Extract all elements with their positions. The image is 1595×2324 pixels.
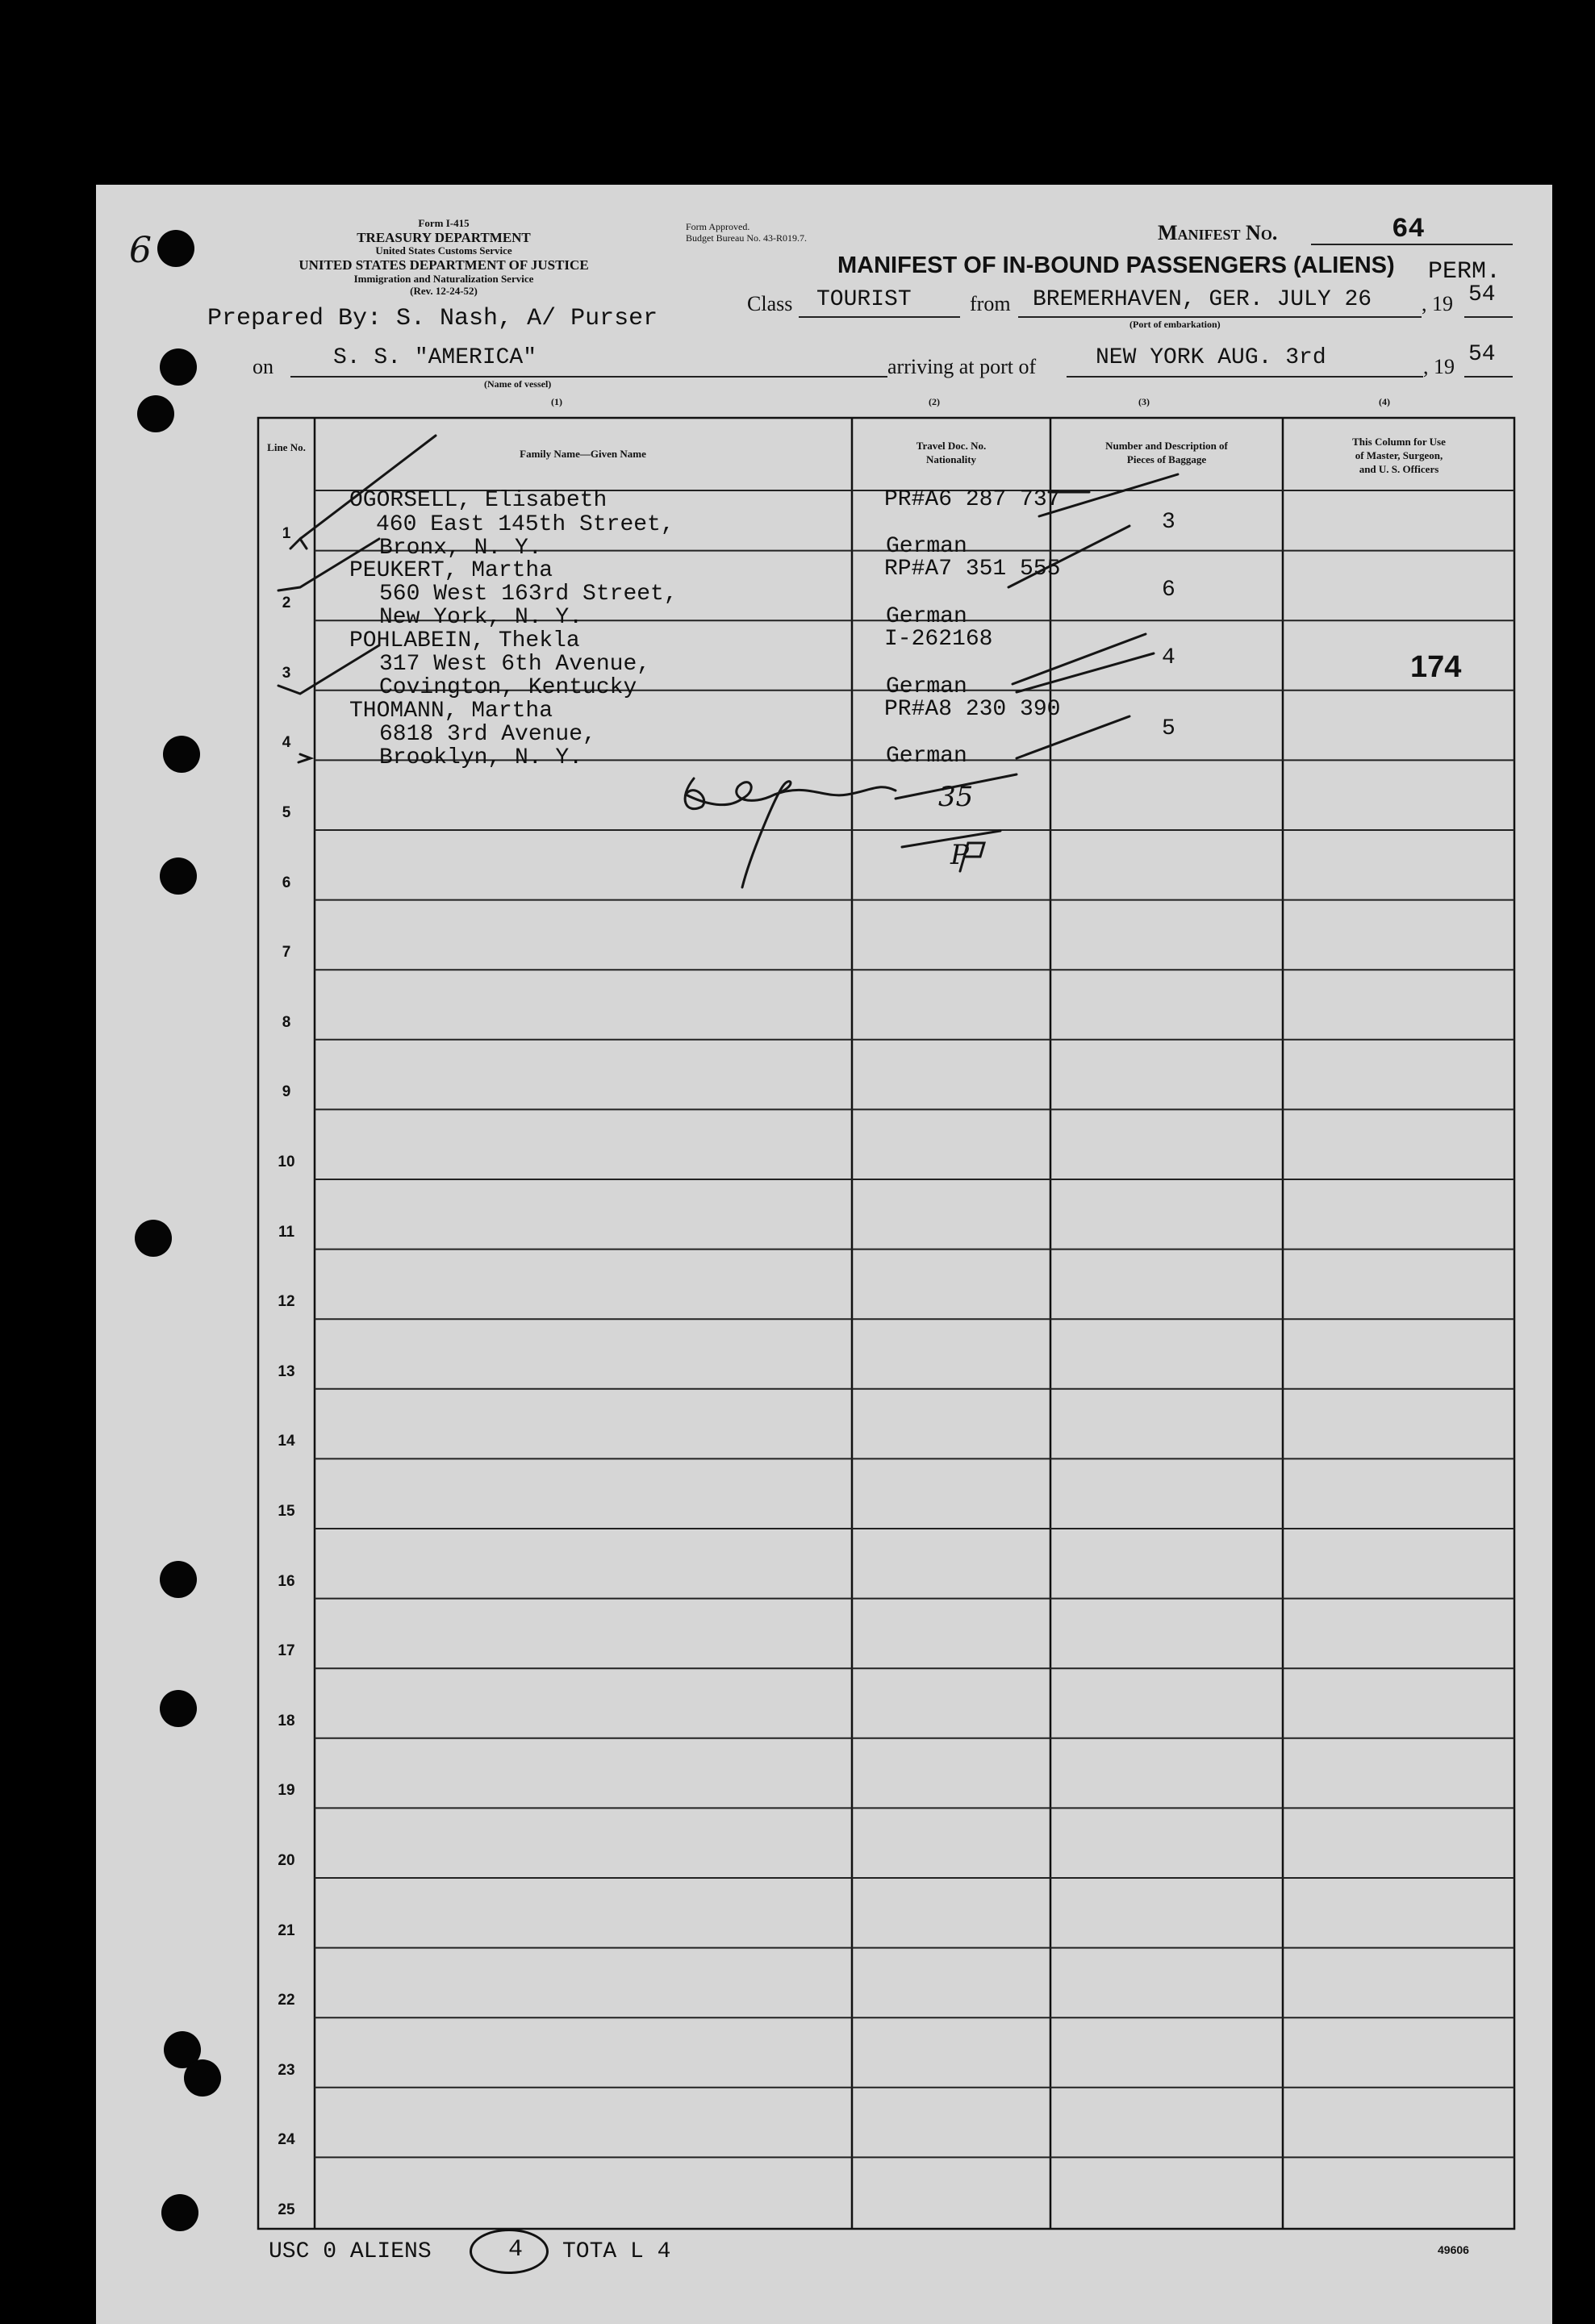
line-number: 21 — [278, 1921, 295, 1939]
line-number: 14 — [278, 1433, 295, 1450]
customs-service: United States Customs Service — [375, 244, 512, 257]
line-number: 8 — [282, 1013, 291, 1031]
form-approved: Form Approved. — [686, 221, 750, 232]
prepared-by: Prepared By: S. Nash, A/ Purser — [207, 305, 658, 332]
passenger-address-1: 560 West 163rd Street, — [379, 582, 678, 607]
header-officers-3: and U. S. Officers — [1359, 463, 1439, 475]
col-number-4: (4) — [1379, 396, 1390, 407]
from-year-prefix: , 19 — [1422, 292, 1453, 315]
passenger-address-2: Covington, Kentucky — [379, 675, 637, 700]
line-number: 5 — [282, 804, 291, 821]
passenger-name: PEUKERT, Martha — [349, 558, 553, 583]
hand-fraction-bottom: P — [950, 839, 969, 871]
nationality: German — [886, 604, 967, 629]
line-number: 4 — [282, 734, 291, 752]
port-caption: (Port of embarkation) — [1129, 319, 1221, 330]
class-value: TOURIST — [816, 287, 912, 312]
ins-service: Immigration and Naturalization Service — [353, 272, 534, 285]
manifest-label: Manifest No. — [1158, 221, 1278, 244]
line-number: 18 — [278, 1712, 295, 1729]
manifest-number: 64 — [1392, 215, 1425, 245]
passenger-name: THOMANN, Martha — [349, 699, 553, 724]
travel-doc-no: RP#A7 351 555 — [884, 557, 1061, 582]
line-number: 13 — [278, 1362, 295, 1380]
nationality: German — [886, 674, 967, 699]
baggage-count: 5 — [1162, 716, 1175, 741]
header-officers-2: of Master, Surgeon, — [1355, 449, 1443, 461]
line-number: 23 — [278, 2061, 295, 2079]
header-family-name: Family Name—Given Name — [520, 448, 646, 460]
passenger-address-1: 6818 3rd Avenue, — [379, 722, 596, 747]
line-number: 9 — [282, 1083, 291, 1101]
header-baggage-1: Number and Description of — [1105, 440, 1228, 452]
passenger-address-2: New York, N. Y. — [379, 605, 583, 630]
passenger-name: POHLABEIN, Thekla — [349, 628, 580, 653]
officer-stamp-number: 174 — [1410, 650, 1462, 684]
aliens-count: 4 — [508, 2236, 524, 2264]
class-label: Class — [747, 292, 793, 315]
vessel-caption: (Name of vessel) — [484, 378, 552, 390]
line-number: 10 — [278, 1154, 295, 1170]
nationality: German — [886, 744, 967, 769]
from-year: 54 — [1468, 282, 1496, 307]
line-number: 7 — [282, 944, 291, 962]
print-code: 49606 — [1438, 2243, 1469, 2256]
line-number: 24 — [278, 2131, 295, 2149]
header-baggage-2: Pieces of Baggage — [1126, 453, 1207, 465]
footer-total: TOTA L 4 — [562, 2239, 671, 2264]
arriving-year: 54 — [1468, 342, 1496, 367]
line-number: 1 — [282, 524, 291, 542]
line-number: 11 — [278, 1223, 295, 1241]
passenger-name: OGORSELL, Elisabeth — [349, 488, 608, 513]
line-number: 12 — [278, 1293, 295, 1311]
header-nationality: Nationality — [925, 453, 977, 465]
line-number: 3 — [282, 664, 291, 682]
travel-doc-no: PR#A8 230 390 — [884, 697, 1061, 722]
col-number-2: (2) — [929, 396, 940, 407]
from-label: from — [970, 292, 1011, 315]
line-number: 19 — [278, 1782, 295, 1800]
line-number: 15 — [278, 1503, 295, 1520]
travel-doc-no: I-262168 — [884, 627, 993, 652]
hand-fraction-top: 35 — [938, 781, 974, 813]
budget-bureau: Budget Bureau No. 43-R019.7. — [686, 232, 807, 244]
line-number: 2 — [282, 595, 291, 612]
passenger-address-2: Bronx, N. Y. — [379, 536, 542, 561]
treasury-department: TREASURY DEPARTMENT — [357, 229, 531, 245]
arrival-port-date: NEW YORK AUG. 3rd — [1096, 345, 1326, 370]
nationality: German — [886, 534, 967, 559]
passenger-address-1: 317 West 6th Avenue, — [379, 652, 651, 677]
revision-date: (Rev. 12-24-52) — [410, 284, 478, 297]
baggage-count: 4 — [1162, 645, 1175, 670]
line-number: 6 — [282, 874, 291, 891]
footer-summary: USC 0 ALIENS — [269, 2239, 432, 2264]
vessel-name: S. S. "AMERICA" — [333, 345, 537, 370]
passenger-address-1: 460 East 145th Street, — [376, 512, 674, 537]
header-travel-doc: Travel Doc. No. — [916, 440, 987, 452]
baggage-count: 6 — [1162, 578, 1175, 603]
header-officers-1: This Column for Use — [1352, 436, 1446, 448]
col-number-1: (1) — [551, 396, 562, 407]
manifest-title: MANIFEST OF IN-BOUND PASSENGERS (ALIENS) — [837, 252, 1395, 278]
baggage-count: 3 — [1162, 510, 1175, 535]
on-label: on — [253, 355, 273, 378]
arriving-year-prefix: , 19 — [1423, 355, 1455, 378]
justice-department: UNITED STATES DEPARTMENT OF JUSTICE — [299, 257, 589, 273]
line-number: 17 — [278, 1642, 295, 1660]
line-number: 25 — [278, 2201, 295, 2218]
col-number-3: (3) — [1138, 396, 1150, 407]
line-number: 20 — [278, 1852, 295, 1869]
perm-mark: PERM. — [1428, 258, 1501, 286]
port-of-embarkation: BREMERHAVEN, GER. JULY 26 — [1033, 287, 1372, 312]
margin-mark: 6 — [129, 230, 152, 271]
header-line-no: Line No. — [267, 441, 306, 453]
line-number: 16 — [278, 1572, 295, 1590]
passenger-address-2: Brooklyn, N. Y. — [379, 745, 583, 770]
travel-doc-no: PR#A6 287 737 — [884, 487, 1061, 512]
line-number: 22 — [278, 1992, 295, 2009]
form-number: Form I-415 — [418, 217, 470, 229]
arriving-label: arriving at port of — [887, 355, 1037, 378]
